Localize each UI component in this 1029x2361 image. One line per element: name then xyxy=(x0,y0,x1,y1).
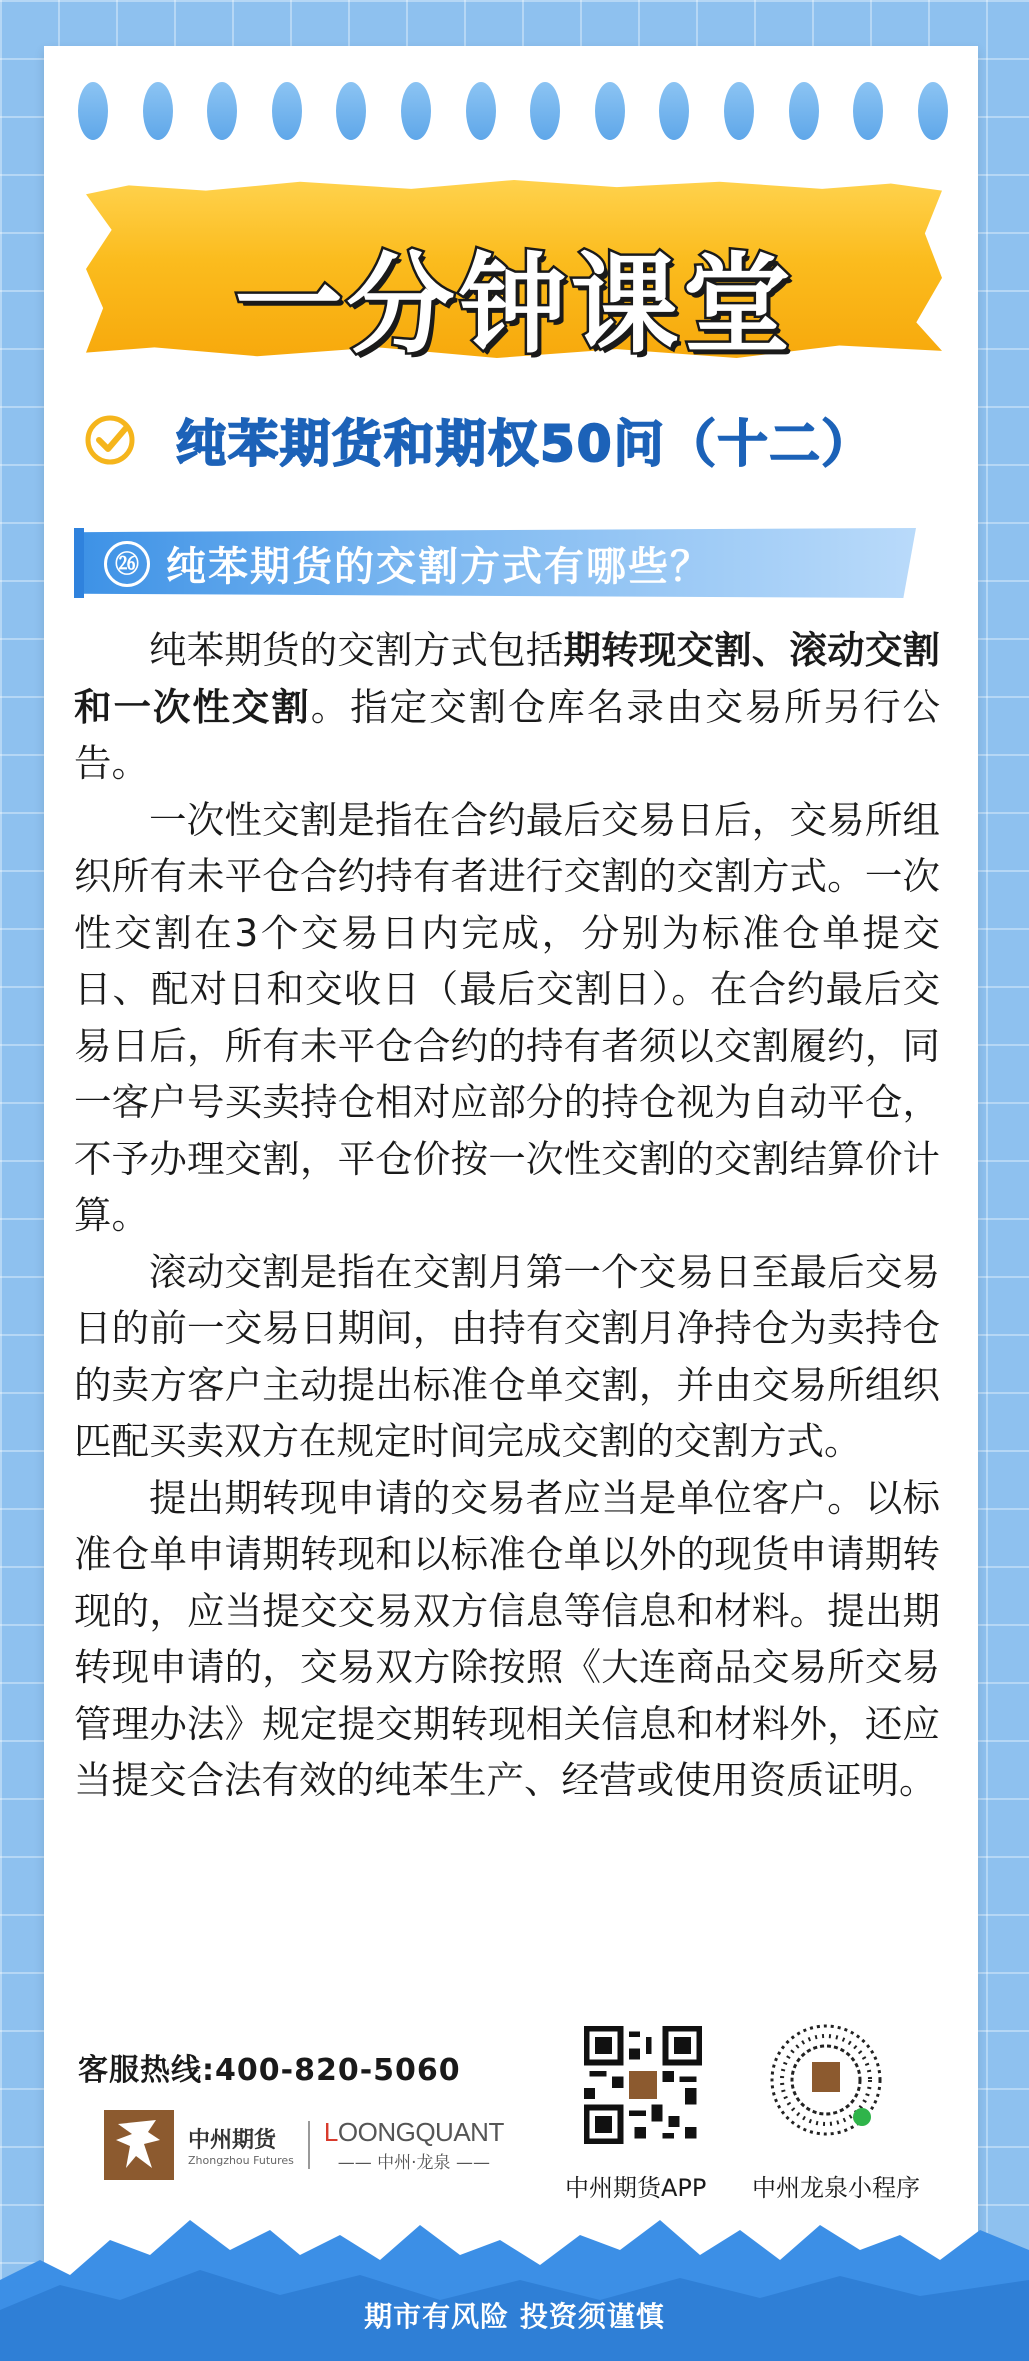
hole xyxy=(336,82,366,140)
hole xyxy=(272,82,302,140)
hole xyxy=(789,82,819,140)
hole xyxy=(724,82,754,140)
hole xyxy=(853,82,883,140)
loongquant-logo xyxy=(324,2117,504,2173)
page-title: 一分钟课堂 xyxy=(234,243,795,368)
paragraph-1 xyxy=(74,622,940,792)
app-qr-label: 中州期货APP xyxy=(565,2174,707,2202)
hole xyxy=(401,82,431,140)
app-qr-code-icon[interactable] xyxy=(584,2024,702,2146)
mini-program-label: 中州龙泉小程序 xyxy=(752,2174,920,2202)
paragraph-2: 一次性交割是指在合约最后交易日后，交易所组织所有未平仓合约持有者进行交割的交割方式。一次性交割在3个交易日内完成，分别为标准仓单提交日、配对日和交收日（最后交割日）。在合约最后交易日后，所有未平仓合约的持有者须以交割履约，同一客户号买卖持仓相对应部分的持仓视为自动平仓，不予办理交割，平仓价按一次性交割的交割结算价计算。 xyxy=(74,797,940,1237)
mountain-decoration xyxy=(0,2200,1029,2361)
zhongzhou-logo-text xyxy=(188,2123,294,2167)
question-banner-strip xyxy=(74,528,84,598)
paragraph-3: 滚动交割是指在交割月第一个交易日至最后交易日的前一交易日期间，由持有交割月净持仓为卖持仓的卖方客户主动提出标准仓单交割，并由交易所组织匹配买卖双方在规定时间完成交割的交割方式。 xyxy=(74,1249,940,1463)
hole xyxy=(918,82,948,140)
loongquant-en xyxy=(324,2117,504,2148)
hole xyxy=(466,82,496,140)
loongquant-en-rest: OONGQUANT xyxy=(337,2117,504,2147)
hole xyxy=(595,82,625,140)
risk-warning: 期市有风险 投资须谨慎 xyxy=(364,2300,665,2333)
hole xyxy=(207,82,237,140)
question-text: 纯苯期货的交割方式有哪些？ xyxy=(166,544,712,590)
zhongzhou-en: Zhongzhou Futures xyxy=(188,2154,294,2167)
article-body xyxy=(74,622,940,1809)
zhongzhou-logo-icon xyxy=(104,2110,174,2180)
hotline: 客服热线:400-820-5060 xyxy=(78,2053,461,2088)
hole xyxy=(78,82,108,140)
zhongzhou-cn: 中州期货 xyxy=(188,2128,277,2153)
subtitle-row xyxy=(84,404,874,476)
subtitle: 纯苯期货和期权50问（十二） xyxy=(176,415,874,473)
hole xyxy=(143,82,173,140)
loongquant-en-initial: L xyxy=(323,2117,338,2147)
p1-text-a: 纯苯期货的交割方式包括 xyxy=(149,628,564,672)
logo-divider xyxy=(308,2121,310,2169)
company-logos xyxy=(104,2110,504,2180)
notebook-holes xyxy=(78,82,948,144)
question-number: ㉖ xyxy=(104,541,150,587)
check-circle-icon xyxy=(84,414,136,466)
hole xyxy=(530,82,560,140)
p1-text-c: 。指定交割仓库名录由交易所另行公告。 xyxy=(74,684,941,785)
paragraph-4: 提出期转现申请的交易者应当是单位客户。以标准仓单申请期转现和以标准仓单以外的现货申请期转现的，应当提交交易双方信息等信息和材料。提出期转现申请的，交易双方除按照《大连商品交易所交易管理办法》规定提交期转现相关信息和材料外，还应当提交合法有效的纯苯生产、经营或使用资质证明。 xyxy=(74,1475,940,1802)
p1-text-bold: 期转现交割、滚动交割和一次性交割 xyxy=(74,628,941,729)
loongquant-cn: —— 中州·龙泉 —— xyxy=(337,2153,490,2173)
hole xyxy=(659,82,689,140)
mini-program-code-icon[interactable] xyxy=(768,2022,884,2138)
